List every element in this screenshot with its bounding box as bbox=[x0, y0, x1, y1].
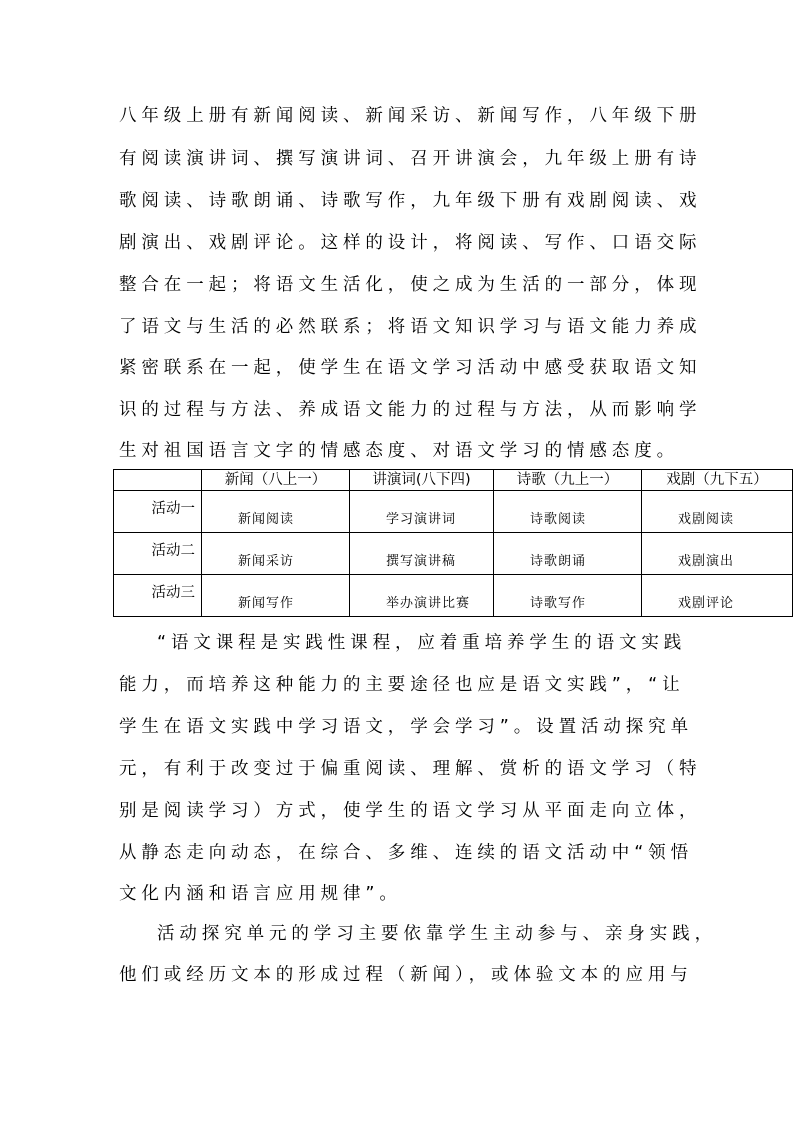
table-cell: 学习演讲词 bbox=[386, 512, 457, 527]
paragraph-line: 从静态走向动态，在综合、多维、连续的语文活动中“领悟 bbox=[119, 843, 693, 863]
paragraph-line: 他们或经历文本的形成过程（新闻），或体验文本的应用与 bbox=[119, 965, 693, 985]
table-cell: 撰写演讲稿 bbox=[386, 554, 457, 569]
paragraph-line: 整合在一起；将语文生活化，使之成为生活的一部分，体现 bbox=[119, 275, 702, 295]
paragraph-line: 文化内涵和语言应用规律”。 bbox=[119, 884, 402, 904]
paragraph-line: 识的过程与方法、养成语文能力的过程与方法，从而影响学 bbox=[119, 400, 702, 420]
paragraph-line: 生对祖国语言文字的情感态度、对语文学习的情感态度。 bbox=[119, 441, 679, 461]
table-cell: 戏剧阅读 bbox=[678, 512, 735, 527]
row-label: 活动三 bbox=[151, 585, 195, 601]
row-label: 活动一 bbox=[151, 501, 195, 517]
paragraph-line: 紧密联系在一起，使学生在语文学习活动中感受获取语文知 bbox=[119, 358, 702, 378]
paragraph-line: 别是阅读学习）方式，使学生的语文学习从平面走向立体， bbox=[119, 801, 702, 821]
table-row bbox=[114, 491, 793, 533]
table-cell: 诗歌朗诵 bbox=[530, 554, 587, 569]
activity-table bbox=[113, 469, 793, 617]
table-header-cell: 诗歌（九上一） bbox=[494, 470, 642, 491]
paragraph-line: 歌阅读、诗歌朗诵、诗歌写作，九年级下册有戏剧阅读、戏 bbox=[119, 191, 702, 211]
table-cell: 戏剧评论 bbox=[678, 596, 735, 611]
table-cell: 举办演讲比赛 bbox=[386, 596, 471, 611]
table-row bbox=[114, 575, 793, 617]
table-cell: 新闻采访 bbox=[238, 554, 295, 569]
table-header-cell bbox=[114, 470, 202, 491]
table-header-row bbox=[114, 470, 793, 491]
paragraph-line: 八年级上册有新闻阅读、新闻采访、新闻写作，八年级下册 bbox=[119, 106, 702, 126]
table-cell: 诗歌写作 bbox=[530, 596, 587, 611]
paragraph-line: 剧演出、戏剧评论。这样的设计，将阅读、写作、口语交际 bbox=[119, 233, 702, 253]
row-label: 活动二 bbox=[151, 543, 195, 559]
table-row bbox=[114, 533, 793, 575]
paragraph-line: 有阅读演讲词、撰写演讲词、召开讲演会，九年级上册有诗 bbox=[119, 149, 702, 169]
paragraph-line: 学生在语文实践中学习语文，学会学习”。设置活动探究单 bbox=[119, 717, 693, 737]
table-cell: 戏剧演出 bbox=[678, 554, 735, 569]
table-cell: 新闻写作 bbox=[238, 596, 295, 611]
paragraph-line: 了语文与生活的必然联系；将语文知识学习与语文能力养成 bbox=[119, 317, 702, 337]
table-header-cell: 讲演词(八下四) bbox=[350, 470, 494, 491]
table-header-cell: 戏剧（九下五） bbox=[642, 470, 793, 491]
paragraph-line: 元，有利于改变过于偏重阅读、理解、赏析的语文学习（特 bbox=[119, 759, 702, 779]
table-cell: 新闻阅读 bbox=[238, 512, 295, 527]
table-cell: 诗歌阅读 bbox=[530, 512, 587, 527]
paragraph-line: 能力，而培养这种能力的主要途径也应是语文实践”，“让 bbox=[119, 675, 685, 695]
table-header-cell: 新闻（八上一） bbox=[202, 470, 350, 491]
paragraph-line: “语文课程是实践性课程，应着重培养学生的语文实践 bbox=[157, 633, 687, 653]
paragraph-line: 活动探究单元的学习主要依靠学生主动参与、亲身实践， bbox=[157, 924, 717, 944]
